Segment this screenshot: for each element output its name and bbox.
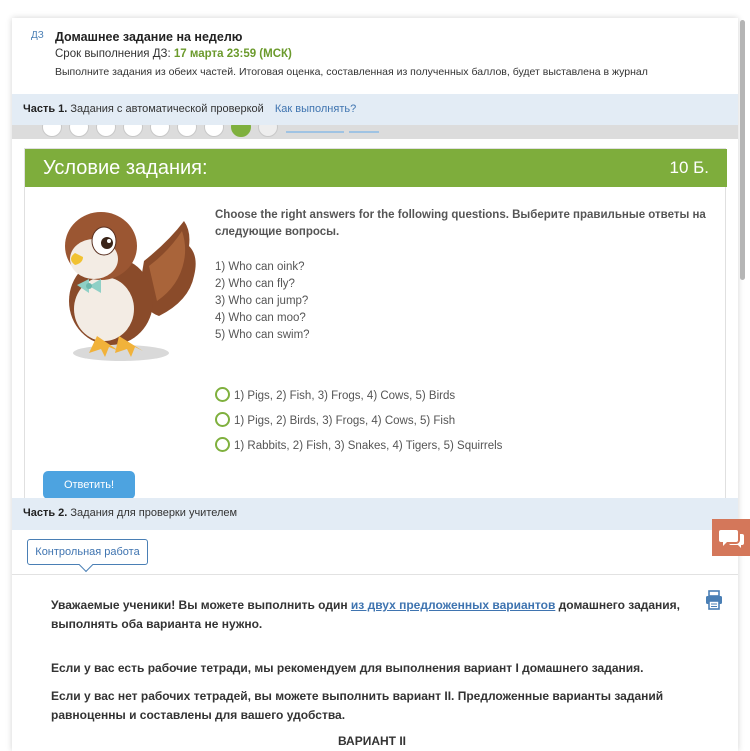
radio-button[interactable] <box>215 437 230 452</box>
deadline-label: Срок выполнения ДЗ: <box>55 48 171 60</box>
option-label: 1) Rabbits, 2) Fish, 3) Snakes, 4) Tigers, 5) Squirrels <box>234 440 503 452</box>
task-nav-link[interactable] <box>286 131 344 133</box>
task-card <box>24 148 726 500</box>
p1-text-before: Уважаемые ученики! Вы можете выполнить один <box>51 598 351 612</box>
p1-text-after: домашнего задания, выполнять оба варианта не нужно. <box>51 598 681 631</box>
chat-icon <box>712 519 750 556</box>
task-navigation <box>12 125 738 139</box>
tab-control-work[interactable]: Контрольная работа <box>27 539 148 565</box>
question-list <box>215 259 310 344</box>
part2-label: Часть 2. <box>23 507 68 519</box>
answer-button[interactable]: Ответить! <box>43 471 135 499</box>
task-nav-link[interactable] <box>349 131 379 133</box>
homework-title: Домашнее задание на неделю <box>55 30 243 44</box>
homework-deadline <box>55 48 292 60</box>
task-points: 10 Б. <box>669 158 709 177</box>
variant-heading: ВАРИАНТ II <box>337 734 407 748</box>
question-item: 1) Who can oink? <box>215 261 305 273</box>
option-label: 1) Pigs, 2) Birds, 3) Frogs, 4) Cows, 5) Fish <box>234 415 456 427</box>
homework-description: Выполните задания из обеих частей. Итоговая оценка, составленная из полученных баллов, будет выставлена в журнал <box>55 66 648 78</box>
task-nav-dot[interactable] <box>96 125 116 137</box>
radio-button[interactable] <box>215 387 230 402</box>
question-item: 4) Who can moo? <box>215 312 306 324</box>
chat-button[interactable] <box>712 519 750 556</box>
printer-icon[interactable] <box>704 590 724 610</box>
task-nav-dot-active[interactable] <box>231 125 251 137</box>
homework-badge: ДЗ <box>31 30 44 41</box>
how-to-link[interactable]: Как выполнять? <box>274 103 357 115</box>
deadline-date: 17 марта 23:59 (МСК) <box>173 48 292 60</box>
task-nav-dot[interactable] <box>204 125 224 137</box>
content-paragraph-2: Если у вас есть рабочие тетради, мы рекомендуем для выполнения вариант I домашнего задания. <box>51 661 644 675</box>
tab-area <box>12 530 738 575</box>
task-instructions: Choose the right answers for the following questions. Выберите правильные ответы на следующие вопросы. <box>215 209 706 238</box>
answer-option-2[interactable] <box>215 412 455 430</box>
task-title: Условие задания: <box>43 157 208 179</box>
variants-link[interactable]: из двух предложенных вариантов <box>350 598 556 612</box>
question-item: 3) Who can jump? <box>215 295 309 307</box>
content-paragraph-1 <box>51 596 691 634</box>
task-nav-dot[interactable] <box>150 125 170 137</box>
task-nav-dot[interactable] <box>123 125 143 137</box>
assignment-content <box>12 575 738 751</box>
task-nav-dot[interactable] <box>69 125 89 137</box>
bird-illustration <box>49 201 199 363</box>
part1-text: Задания с автоматической проверкой <box>70 103 264 115</box>
answer-option-1[interactable] <box>215 387 455 405</box>
part1-bar <box>12 94 738 125</box>
part2-text: Задания для проверки учителем <box>70 507 238 519</box>
task-nav-dot[interactable] <box>177 125 197 137</box>
task-nav-dot[interactable] <box>258 125 278 137</box>
option-label: 1) Pigs, 2) Fish, 3) Frogs, 4) Cows, 5) Birds <box>234 390 456 402</box>
radio-button[interactable] <box>215 412 230 427</box>
task-nav-dot[interactable] <box>42 125 62 137</box>
homework-frame <box>12 18 738 751</box>
scrollbar[interactable] <box>740 20 745 280</box>
content-paragraph-3: Если у вас нет рабочих тетрадей, вы можете выполнить вариант II. Предложенные варианты заданий равноценны и составлены для вашего удобства. <box>51 689 664 722</box>
homework-header <box>12 18 738 94</box>
part1-label: Часть 1. <box>23 103 68 115</box>
part2-bar <box>12 498 738 530</box>
question-item: 2) Who can fly? <box>215 278 295 290</box>
answer-option-3[interactable] <box>215 437 502 455</box>
question-item: 5) Who can swim? <box>215 329 310 341</box>
task-header <box>25 149 727 187</box>
